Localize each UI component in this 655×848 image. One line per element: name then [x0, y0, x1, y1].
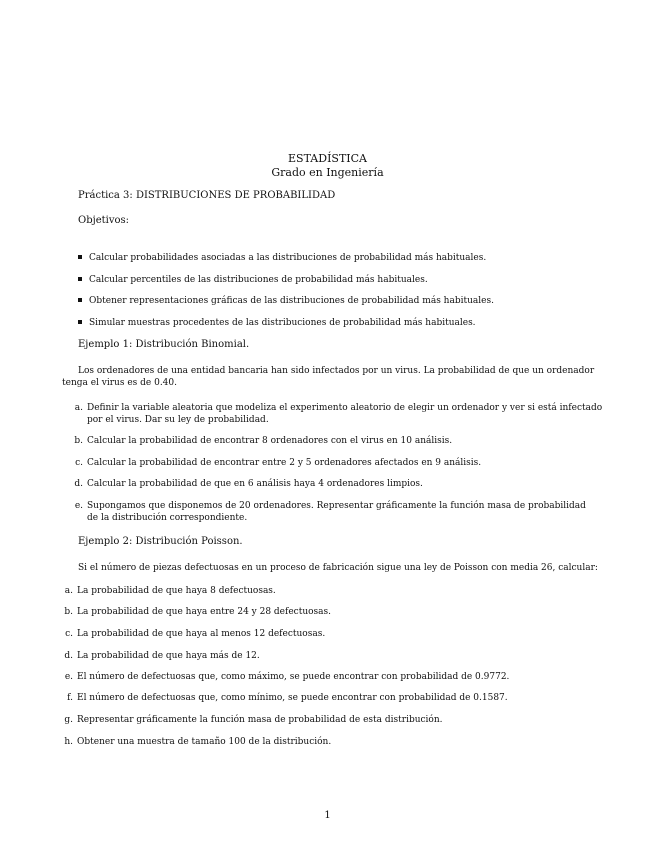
objective-item: Calcular percentiles de las distribuciones de probabilidad más habituales.: [78, 274, 428, 286]
example1-intro-line: tenga el virus es de 0.40.: [62, 378, 177, 388]
objective-item: Simular muestras procedentes de las distribuciones de probabilidad más habituales.: [78, 317, 476, 329]
document-title: ESTADÍSTICA: [288, 152, 367, 165]
bullet-icon: [78, 277, 82, 281]
objective-item: Calcular probabilidades asociadas a las distribuciones de probabilidad más habituales.: [78, 252, 486, 264]
objectives-label: Objetivos:: [78, 215, 130, 226]
example1-intro-line: Los ordenadores de una entidad bancaria han sido infectados por un virus. La probabilidad de que un ordenador: [78, 366, 595, 376]
example1-heading: Ejemplo 1: Distribución Binomial.: [78, 339, 250, 350]
document-subtitle: Grado en Ingeniería: [271, 166, 384, 179]
objective-item: Obtener representaciones gráficas de las distribuciones de probabilidad más habituales.: [78, 295, 494, 307]
bullet-icon: [78, 298, 82, 302]
page-number: 1: [324, 810, 331, 821]
document-page: ESTADÍSTICA Grado en Ingeniería Práctica 3: DISTRIBUCIONES DE PROBABILIDAD Objetivos: Calcular probabilidades asociadas a las distribuciones de probabilidad más habituales. Calcular percentiles de las distribuciones de probabilidad más habituales. Obtener representaciones gráficas de las distribuciones de probabilidad más habituales. Simular muestras procedentes de las distribuciones de probabilidad más habituales. Ejemplo 1: Distribución Binomial. Los ordenadores de una entidad bancaria han sido infectados por un virus. La probabilidad de que un ordenador tenga el virus es de 0.40. a. Definir la variable aleatoria que modeliza el experimento aleatorio de elegir un ordenador y ver si está infectado por el virus. Dar su ley de probabilidad. b. Calcular la probabilidad de encontrar 8 ordenadores con el virus en 10 análisis. c. Calcular la probabilidad de encontrar entre 2 y 5 ordenadores afectados en 9 análisis. d. Calcular la probabilidad de que en 6 análisis haya 4 ordenadores limpios. e. Supongamos que disponemos de 20 ordenadores. Representar gráficamente la función masa de probabilidad de la distribución correspondiente. Ejemplo 2: Distribución Poisson. Si el número de piezas defectuosas en un proceso de fabricación sigue una ley de Poisson con media 26, calcular: a. La probabilidad de que haya 8 defectuosas. b. La probabilidad de que haya entre 24 y 28 defectuosas. c. La probabilidad de que haya al menos 12 defectuosas. d. La probabilidad de que haya más de 12. e. El número de defectuosas que, como máximo, se puede encontrar con probabilidad de 0.9772. f. El número de defectuosas que, como mínimo, se puede encontrar con probabilidad de 0.1587. g. Representar gráficamente la función masa de probabilidad de esta distribución. h. Obtener una muestra de tamaño 100 de la distribución. 1: [0, 0, 655, 848]
example2-heading: Ejemplo 2: Distribución Poisson.: [78, 536, 243, 547]
bullet-icon: [78, 255, 82, 259]
practice-title: Práctica 3: DISTRIBUCIONES DE PROBABILIDAD: [78, 190, 336, 201]
example2-intro-line: Si el número de piezas defectuosas en un proceso de fabricación sigue una ley de Poisson con media 26, calcular:: [78, 563, 598, 573]
bullet-icon: [78, 320, 82, 324]
